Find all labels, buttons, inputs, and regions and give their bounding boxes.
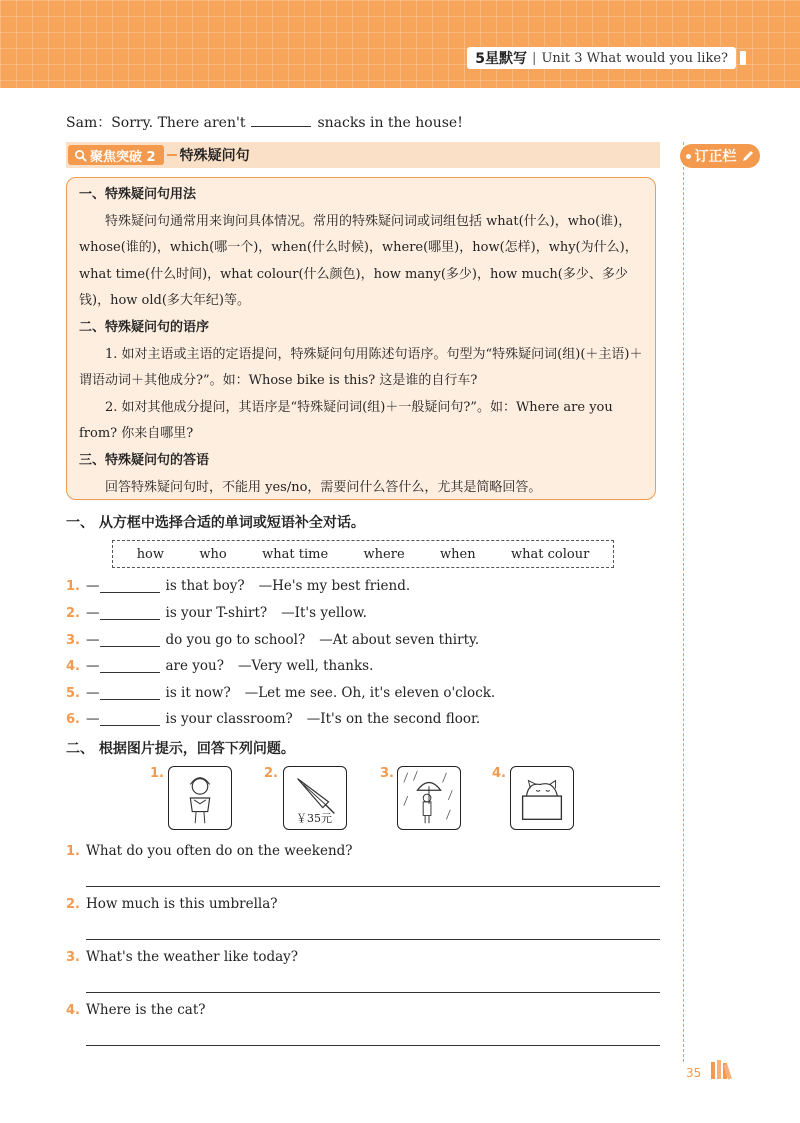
word-bank bbox=[112, 540, 614, 568]
intro-suffix: snacks in the house! bbox=[317, 115, 463, 131]
item-number: 6. bbox=[66, 711, 80, 727]
answer-blank[interactable] bbox=[100, 606, 160, 620]
header-tab bbox=[467, 47, 736, 69]
item-number: 3. bbox=[66, 949, 80, 965]
grammar-rules-box bbox=[66, 177, 656, 500]
rule-paragraph-1: 特殊疑问句通常用来询问具体情况。常用的特殊疑问词或词组包括 what(什么)，who(谁)，whose(谁的)，which(哪一个)，when(什么时候)，where(哪里)，how(怎样)，why(为什么)，what time(什么时间)，what colour(什么颜色)，how many(多少)，how much(多少、多少钱)，how old(多大年纪)等。 bbox=[79, 213, 638, 309]
dash: — bbox=[86, 658, 100, 674]
focus-connector bbox=[167, 154, 177, 156]
answer-blank[interactable] bbox=[100, 659, 160, 673]
answer-text: —It's yellow. bbox=[281, 605, 367, 621]
rainy-person-icon bbox=[397, 766, 461, 830]
answer-blank[interactable] bbox=[100, 633, 160, 647]
correction-column-rail bbox=[683, 142, 684, 1062]
picture-number: 1. bbox=[150, 766, 164, 781]
dialogue-item bbox=[66, 632, 479, 648]
header-brand: 5星默写 bbox=[475, 51, 528, 67]
correction-label-text: 订正栏 bbox=[694, 149, 737, 165]
item-number: 3. bbox=[66, 632, 80, 648]
word-bank-item: where bbox=[363, 546, 405, 562]
intro-prefix: Sam：Sorry. There aren't bbox=[66, 115, 246, 131]
focus-badge-text: 聚焦突破 2 bbox=[90, 149, 156, 165]
rule-heading-2: 二、特殊疑问句的语序 bbox=[79, 319, 210, 335]
books-icon bbox=[710, 1060, 736, 1080]
item-number: 2. bbox=[66, 896, 80, 912]
answer-text: —At about seven thirty. bbox=[319, 632, 480, 648]
header-banner bbox=[0, 0, 800, 88]
correction-column-label bbox=[680, 144, 760, 168]
umbrella-price: ￥35元 bbox=[296, 812, 332, 825]
answer-text: —Very well, thanks. bbox=[237, 658, 374, 674]
umbrella-icon bbox=[283, 766, 347, 830]
focus-badge bbox=[68, 145, 164, 165]
dialogue-item bbox=[66, 605, 367, 621]
question-item bbox=[66, 843, 353, 859]
question-text: What's the weather like today? bbox=[86, 949, 299, 965]
item-number: 2. bbox=[66, 605, 80, 621]
answer-line[interactable] bbox=[86, 1045, 660, 1046]
pencil-icon bbox=[741, 149, 755, 163]
item-number: 1. bbox=[66, 578, 80, 594]
question-text: Where is the cat? bbox=[86, 1002, 206, 1018]
question-text: is it now? bbox=[165, 685, 231, 701]
answer-text: —He's my best friend. bbox=[258, 578, 411, 594]
question-text: is your T-shirt? bbox=[165, 605, 268, 621]
intro-blank[interactable] bbox=[251, 114, 311, 127]
header-separator: | bbox=[532, 50, 537, 66]
question-text: What do you often do on the weekend? bbox=[86, 843, 353, 859]
answer-blank[interactable] bbox=[100, 579, 160, 593]
answer-line[interactable] bbox=[86, 939, 660, 940]
question-item bbox=[66, 896, 278, 912]
question-text: How much is this umbrella? bbox=[86, 896, 278, 912]
question-item bbox=[66, 1002, 206, 1018]
item-number: 5. bbox=[66, 685, 80, 701]
dash: — bbox=[86, 685, 100, 701]
focus-title: 特殊疑问句 bbox=[179, 148, 250, 164]
question-text: do you go to school? bbox=[165, 632, 306, 648]
cat-in-box-icon bbox=[510, 766, 574, 830]
word-bank-item: what colour bbox=[511, 546, 590, 562]
answer-text: —Let me see. Oh, it's eleven o'clock. bbox=[244, 685, 496, 701]
dialogue-item bbox=[66, 658, 373, 674]
item-number: 4. bbox=[66, 658, 80, 674]
picture-number: 4. bbox=[492, 766, 506, 781]
focus-bar bbox=[66, 142, 660, 168]
question-item bbox=[66, 949, 298, 965]
dialogue-item bbox=[66, 578, 410, 594]
rule-heading-3: 三、特殊疑问句的答语 bbox=[79, 452, 210, 468]
question-text: are you? bbox=[165, 658, 224, 674]
rule-paragraph-4: 回答特殊疑问句时，不能用 yes/no，需要问什么答什么，尤其是简略回答。 bbox=[105, 479, 542, 495]
dash: — bbox=[86, 632, 100, 648]
picture-number: 3. bbox=[380, 766, 394, 781]
word-bank-item: when bbox=[440, 546, 476, 562]
dash: — bbox=[86, 578, 100, 594]
section1-title: 一、 从方框中选择合适的单词或短语补全对话。 bbox=[66, 515, 365, 531]
word-bank-item: who bbox=[199, 546, 227, 562]
item-number: 1. bbox=[66, 843, 80, 859]
girl-reading-icon bbox=[168, 766, 232, 830]
dialogue-item bbox=[66, 685, 495, 701]
header-unit: Unit 3 What would you like? bbox=[541, 50, 728, 66]
magnifier-icon bbox=[74, 149, 87, 162]
answer-blank[interactable] bbox=[100, 712, 160, 726]
question-text: is that boy? bbox=[165, 578, 245, 594]
rule-heading-1: 一、特殊疑问句用法 bbox=[79, 187, 197, 202]
word-bank-item: how bbox=[136, 546, 165, 562]
girl-reading-drawing bbox=[169, 767, 231, 829]
dialogue-item bbox=[66, 711, 480, 727]
answer-line[interactable] bbox=[86, 886, 660, 887]
page-number: 35 bbox=[686, 1066, 702, 1080]
word-bank-item: what time bbox=[262, 546, 329, 562]
cat-in-box-drawing bbox=[511, 767, 573, 829]
picture-number: 2. bbox=[264, 766, 278, 781]
rule-paragraph-3: 2. 如对其他成分提问，其语序是“特殊疑问词(组)＋一般疑问句?”。如：Where are you from? 你来自哪里? bbox=[79, 399, 613, 442]
rainy-person-drawing bbox=[398, 767, 460, 829]
answer-blank[interactable] bbox=[100, 686, 160, 700]
rule-paragraph-2: 1. 如对主语或主语的定语提问，特殊疑问句用陈述句语序。句型为“特殊疑问词(组)(＋主语)＋谓语动词＋其他成分?”。如：Whose bike is this? 这是谁的自行车? bbox=[79, 346, 643, 389]
answer-text: —It's on the second floor. bbox=[306, 711, 481, 727]
dash: — bbox=[86, 605, 100, 621]
question-text: is your classroom? bbox=[165, 711, 293, 727]
intro-line bbox=[66, 112, 463, 132]
item-number: 4. bbox=[66, 1002, 80, 1018]
bullet-dot-icon bbox=[686, 154, 691, 159]
dash: — bbox=[86, 711, 100, 727]
section2-title: 二、 根据图片提示，回答下列问题。 bbox=[66, 741, 295, 757]
answer-line[interactable] bbox=[86, 992, 660, 993]
